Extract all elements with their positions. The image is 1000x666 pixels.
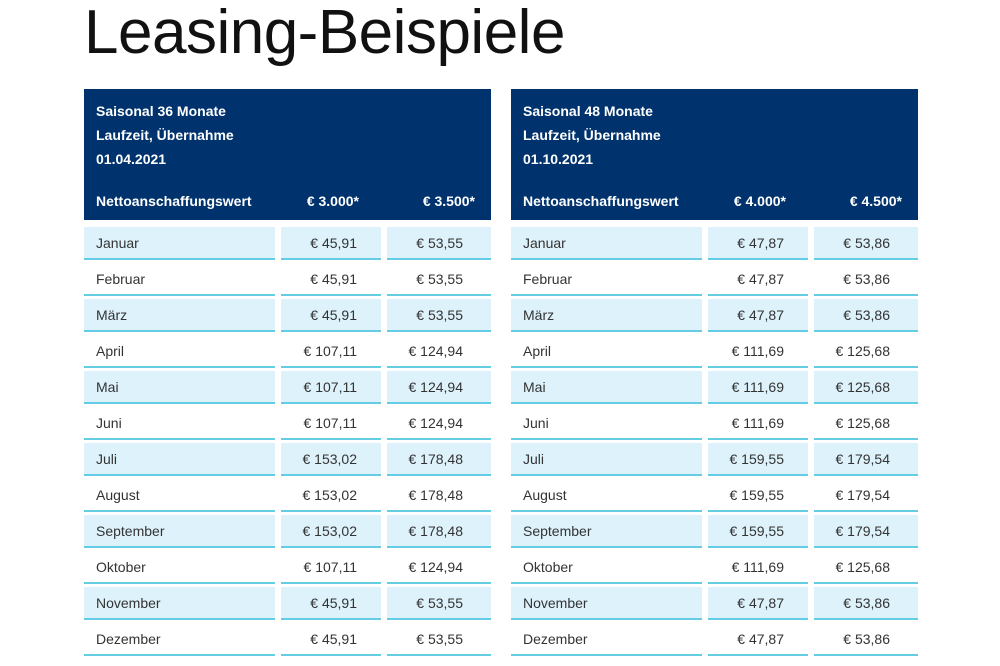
value-cell-2: € 53,55	[387, 263, 491, 296]
table-row	[511, 227, 918, 263]
month-cell: Juni	[84, 407, 275, 440]
value-cell-2: € 53,55	[387, 587, 491, 620]
value-cell-2: € 178,48	[387, 443, 491, 476]
column-header-value-2: € 4.500*	[849, 193, 902, 209]
value-cell-2: € 179,54	[814, 479, 918, 512]
header-line-date: 01.10.2021	[523, 151, 594, 167]
month-cell: Mai	[511, 371, 702, 404]
value-cell-1: € 153,02	[281, 479, 381, 512]
table-row	[84, 515, 491, 551]
value-cell-2: € 178,48	[387, 515, 491, 548]
column-header-label: Nettoanschaffungswert	[96, 193, 252, 209]
value-cell-2: € 124,94	[387, 407, 491, 440]
value-cell-2: € 53,55	[387, 623, 491, 656]
header-line-term: Saisonal 48 Monate	[523, 103, 653, 119]
value-cell-1: € 111,69	[708, 335, 808, 368]
month-cell: Oktober	[511, 551, 702, 584]
value-cell-2: € 53,55	[387, 227, 491, 260]
value-cell-2: € 179,54	[814, 515, 918, 548]
value-cell-2: € 179,54	[814, 443, 918, 476]
value-cell-1: € 45,91	[281, 227, 381, 260]
value-cell-1: € 111,69	[708, 371, 808, 404]
value-cell-2: € 53,86	[814, 299, 918, 332]
table-row	[511, 407, 918, 443]
month-cell: April	[511, 335, 702, 368]
header-line-term: Saisonal 36 Monate	[96, 103, 226, 119]
value-cell-1: € 45,91	[281, 587, 381, 620]
table-row	[84, 299, 491, 335]
value-cell-2: € 53,86	[814, 587, 918, 620]
table-row	[511, 371, 918, 407]
table-header	[84, 89, 491, 220]
value-cell-1: € 111,69	[708, 407, 808, 440]
value-cell-2: € 125,68	[814, 551, 918, 584]
value-cell-1: € 47,87	[708, 263, 808, 296]
value-cell-2: € 125,68	[814, 335, 918, 368]
table-row	[511, 623, 918, 659]
header-line-type: Laufzeit, Übernahme	[96, 127, 234, 143]
leasing-table-48-months	[511, 89, 918, 659]
month-cell: Februar	[511, 263, 702, 296]
value-cell-2: € 124,94	[387, 551, 491, 584]
month-cell: Juli	[84, 443, 275, 476]
month-cell: September	[84, 515, 275, 548]
column-header-label: Nettoanschaffungswert	[523, 193, 679, 209]
value-cell-1: € 111,69	[708, 551, 808, 584]
header-line-date: 01.04.2021	[96, 151, 167, 167]
table-row	[84, 227, 491, 263]
column-header-row	[523, 193, 902, 213]
month-cell: April	[84, 335, 275, 368]
month-cell: September	[511, 515, 702, 548]
table-row	[84, 335, 491, 371]
table-row	[511, 299, 918, 335]
page-title: Leasing-Beispiele	[84, 0, 565, 67]
table-row	[84, 587, 491, 623]
table-row	[511, 479, 918, 515]
month-cell: November	[511, 587, 702, 620]
value-cell-1: € 47,87	[708, 587, 808, 620]
month-cell: Januar	[511, 227, 702, 260]
column-header-value-1: € 3.000*	[306, 193, 359, 209]
month-cell: Juli	[511, 443, 702, 476]
value-cell-1: € 107,11	[281, 407, 381, 440]
table-row	[84, 371, 491, 407]
table-row	[511, 587, 918, 623]
value-cell-1: € 159,55	[708, 479, 808, 512]
month-cell: Oktober	[84, 551, 275, 584]
value-cell-1: € 107,11	[281, 335, 381, 368]
table-row	[511, 515, 918, 551]
table-row	[84, 551, 491, 587]
month-cell: Februar	[84, 263, 275, 296]
value-cell-2: € 53,55	[387, 299, 491, 332]
table-row	[511, 335, 918, 371]
value-cell-1: € 153,02	[281, 515, 381, 548]
value-cell-1: € 45,91	[281, 263, 381, 296]
month-cell: März	[511, 299, 702, 332]
value-cell-1: € 45,91	[281, 299, 381, 332]
value-cell-1: € 159,55	[708, 515, 808, 548]
value-cell-1: € 47,87	[708, 299, 808, 332]
month-cell: März	[84, 299, 275, 332]
value-cell-2: € 53,86	[814, 227, 918, 260]
month-cell: Januar	[84, 227, 275, 260]
month-cell: Juni	[511, 407, 702, 440]
value-cell-1: € 153,02	[281, 443, 381, 476]
table-body	[511, 227, 918, 659]
month-cell: Mai	[84, 371, 275, 404]
table-row	[84, 263, 491, 299]
table-row	[511, 551, 918, 587]
column-header-row	[96, 193, 475, 213]
value-cell-1: € 107,11	[281, 551, 381, 584]
month-cell: Dezember	[511, 623, 702, 656]
value-cell-1: € 47,87	[708, 227, 808, 260]
leasing-table-36-months	[84, 89, 491, 659]
month-cell: Dezember	[84, 623, 275, 656]
table-row	[511, 263, 918, 299]
month-cell: November	[84, 587, 275, 620]
column-header-value-1: € 4.000*	[733, 193, 786, 209]
value-cell-2: € 124,94	[387, 371, 491, 404]
value-cell-2: € 178,48	[387, 479, 491, 512]
table-row	[84, 479, 491, 515]
month-cell: August	[511, 479, 702, 512]
table-row	[84, 407, 491, 443]
table-row	[84, 443, 491, 479]
column-header-value-2: € 3.500*	[422, 193, 475, 209]
value-cell-2: € 124,94	[387, 335, 491, 368]
value-cell-1: € 45,91	[281, 623, 381, 656]
value-cell-2: € 53,86	[814, 623, 918, 656]
value-cell-2: € 125,68	[814, 371, 918, 404]
value-cell-1: € 159,55	[708, 443, 808, 476]
value-cell-2: € 53,86	[814, 263, 918, 296]
table-header	[511, 89, 918, 220]
header-line-type: Laufzeit, Übernahme	[523, 127, 661, 143]
table-row	[511, 443, 918, 479]
value-cell-1: € 107,11	[281, 371, 381, 404]
value-cell-2: € 125,68	[814, 407, 918, 440]
month-cell: August	[84, 479, 275, 512]
value-cell-1: € 47,87	[708, 623, 808, 656]
table-row	[84, 623, 491, 659]
table-body	[84, 227, 491, 659]
